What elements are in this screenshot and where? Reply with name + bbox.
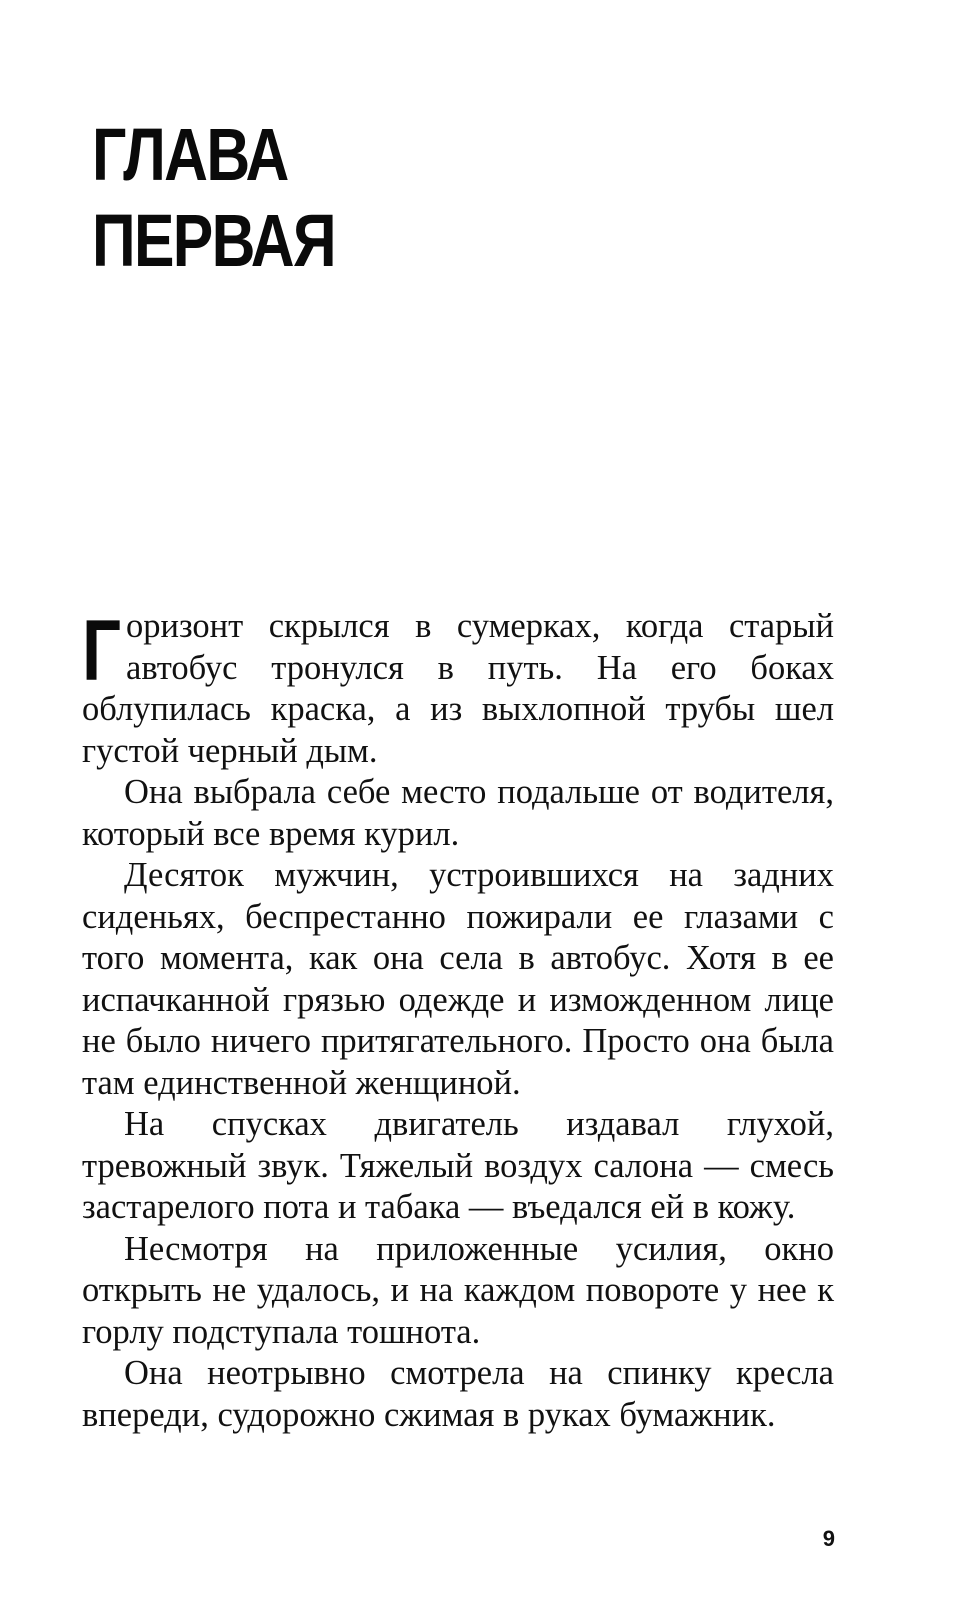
paragraph-1-text: оризонт скрылся в сумерках, когда старый автобус тронулся в путь. На его боках облупилась краска, а из выхлопной трубы шел густой черный дым. [82,607,834,770]
drop-cap: Г [82,603,122,699]
paragraph-2: Она выбрала себе место подальше от водителя, который все время курил. [82,773,834,853]
body-text [82,603,834,1436]
chapter-title [92,112,335,284]
chapter-title-line2: ПЕРВАЯ [92,199,335,282]
paragraph-3: Десяток мужчин, устроившихся на задних сиденьях, беспрестанно пожирали ее глазами с того момента, как она села в автобус. Хотя в ее испачканной грязью одежде и изможденном лице не было ничего притягательного. Просто она была там единственной женщиной. [82,856,834,1102]
page-number: 9 [822,1526,835,1551]
chapter-title-line1: ГЛАВА [92,113,288,196]
paragraph-4: На спусках двигатель издавал глухой, тревожный звук. Тяжелый воздух салона — смесь застарелого пота и табака — въедался ей в кожу. [82,1105,834,1226]
paragraph-1 [82,603,834,772]
paragraph-5: Несмотря на приложенные усилия, окно открыть не удалось, и на каждом повороте у нее к горлу подступала тошнота. [82,1229,834,1351]
paragraph-6: Она неотрывно смотрела на спинку кресла впереди, судорожно сжимая в руках бумажник. [82,1354,834,1434]
